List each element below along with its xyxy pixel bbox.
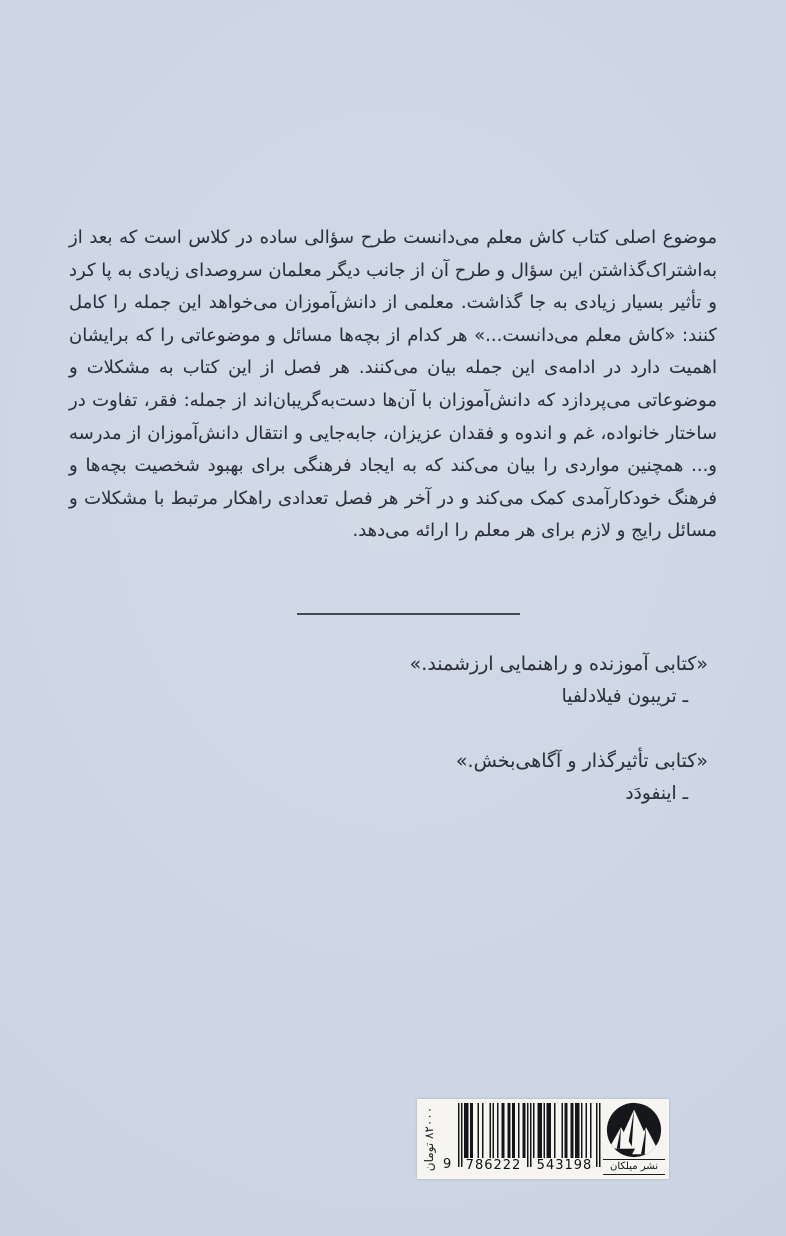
review-item [120,650,708,711]
price-value: ۸۲۰۰۰ تومان [422,1106,436,1172]
isbn-group1: 786222 [465,1158,522,1173]
reviews-block [120,650,708,808]
review-source: ـ اینفودَد [625,783,688,804]
publisher-name: نشر میلکان [603,1159,665,1175]
review-source: ـ تریبون فیلادلفیا [561,686,688,707]
price-text-rotated [417,1099,441,1179]
review-quote: «کتابی تأثیرگذار و آگاهی‌بخش.» [455,750,708,772]
review-quote: «کتابی آموزنده و راهنمایی ارزشمند.» [409,653,708,675]
isbn-group2: 543198 [536,1158,593,1173]
barcode-label [417,1099,669,1179]
synopsis-paragraph: موضوع اصلی کتاب کاش معلم می‌دانست طرح سؤالی ساده در کلاس است که بعد از به‌اشتراک‌گذاشتن این سؤال و طرح آن از جانب دیگر معلمان سروصدای زیادی به پا کرد و تأثیر بسیار زیادی به جا گذاشت. معلمی از دانش‌آموزان می‌خواهد این جمله را کامل کنند: «کاش معلم می‌دانست...» هر کدام از بچه‌ها مسائل و موضوعاتی را که برایشان اهمیت دارد در ادامه‌ی این جمله بیان می‌کنند. هر فصل از این کتاب به مشکلات و موضوعاتی می‌پردازد که دانش‌آموزان با آن‌ها دست‌به‌گریبان‌اند از جمله: فقر، تفاوت در ساختار خانواده، غم و اندوه و فقدان عزیزان، جابه‌جایی و انتقال دانش‌آموزان از مدرسه و... همچنین مواردی را بیان می‌کند که به ایجاد فرهنگی برای بهبود شخصیت بچه‌ها و فرهنگ خودکارآمدی کمک می‌کند و در آخر هر فصل تعدادی راهکار مرتبط با مشکلات و مسائل رایج و لازم برای هر معلم را ارائه می‌دهد. [69,227,717,542]
publisher-mountains-icon [606,1102,662,1158]
review-item [120,747,708,808]
publisher-logo [603,1102,665,1175]
section-divider [297,613,520,615]
isbn-first-digit: 9 [443,1157,452,1172]
